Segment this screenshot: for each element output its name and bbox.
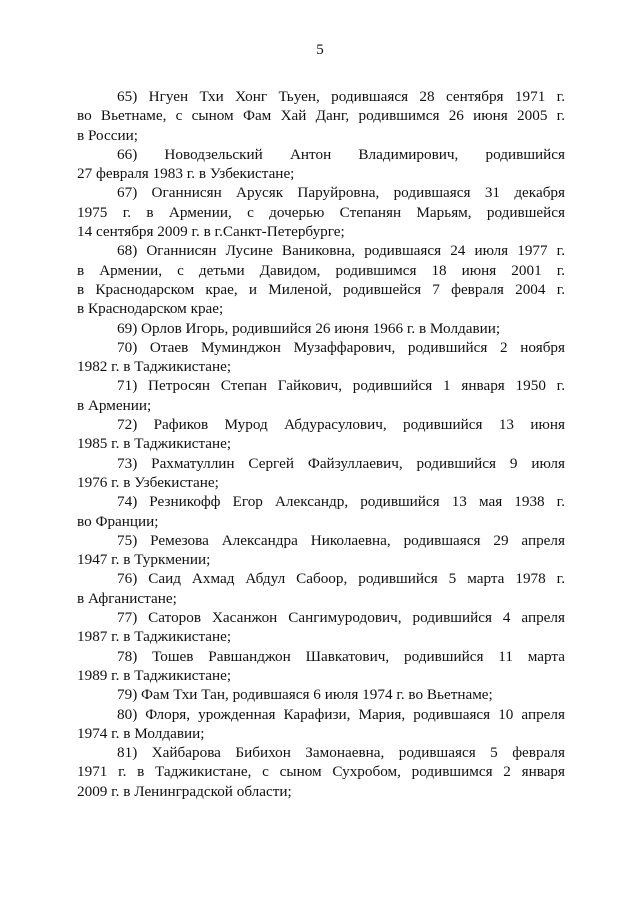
text-line: 66) Новодзельский Антон Владимирович, родившийся <box>117 145 565 163</box>
text-line: 72) Рафиков Мурод Абдурасулович, родившийся 13 июня <box>117 416 565 434</box>
page-number: 5 <box>316 42 324 58</box>
text-line: 67) Оганнисян Арусяк Паруйровна, родившаяся 31 декабря <box>117 184 565 202</box>
text-line: 73) Рахматуллин Сергей Файзуллаевич, родившийся 9 июля <box>117 454 565 472</box>
text-line: 1976 г. в Узбекистане; <box>77 473 219 491</box>
text-line: 1982 г. в Таджикистане; <box>77 358 232 376</box>
text-line: в России; <box>77 126 138 144</box>
text-line: 80) Флоря, урожденная Карафизи, Мария, родившаяся 10 апреля <box>117 705 565 723</box>
text-line: 79) Фам Тхи Тан, родившаяся 6 июля 1974 г. во Вьетнаме; <box>117 686 493 704</box>
text-line: 1975 г. в Армении, с дочерью Степанян Марьям, родившейся <box>77 203 565 221</box>
text-line: 1974 г. в Молдавии; <box>77 724 205 742</box>
text-line: в Армении; <box>77 396 152 414</box>
text-line: в Краснодарском крае, и Миленой, родившейся 7 февраля 2004 г. <box>77 280 565 298</box>
text-line: во Франции; <box>77 512 159 530</box>
text-line: во Вьетнаме, с сыном Фам Хай Данг, родившимся 26 июня 2005 г. <box>77 107 565 125</box>
text-line: 69) Орлов Игорь, родившийся 26 июня 1966 г. в Молдавии; <box>117 319 501 337</box>
text-line: 81) Хайбарова Бибихон Замонаевна, родившаяся 5 февраля <box>117 744 565 762</box>
text-line: 75) Ремезова Александра Николаевна, родившаяся 29 апреля <box>117 531 565 549</box>
text-line: 27 февраля 1983 г. в Узбекистане; <box>77 165 295 183</box>
text-line: 68) Оганнисян Лусине Ваниковна, родившаяся 24 июля 1977 г. <box>117 242 565 260</box>
text-line: 65) Нгуен Тхи Хонг Тьуен, родившаяся 28 сентября 1971 г. <box>117 88 565 105</box>
text-line: 1947 г. в Туркмении; <box>77 551 211 569</box>
text-line: 1985 г. в Таджикистане; <box>77 435 232 453</box>
text-line: 71) Петросян Степан Гайкович, родившийся 1 января 1950 г. <box>117 377 565 395</box>
text-line: 2009 г. в Ленинградской области; <box>77 782 292 800</box>
text-line: 77) Саторов Хасанжон Сангимуродович, родившийся 4 апреля <box>117 609 565 627</box>
text-line: 70) Отаев Муминджон Музаффарович, родившийся 2 ноября <box>117 338 565 356</box>
text-line: в Афганистане; <box>77 589 177 607</box>
text-line: в Краснодарском крае; <box>77 300 224 318</box>
text-line: 1989 г. в Таджикистане; <box>77 666 232 684</box>
text-line: 74) Резникофф Егор Александр, родившийся 13 мая 1938 г. <box>117 493 565 511</box>
text-line: 1987 г. в Таджикистане; <box>77 628 232 646</box>
text-line: 76) Саид Ахмад Абдул Сабоор, родившийся 5 марта 1978 г. <box>117 570 565 588</box>
text-line: в Армении, с детьми Давидом, родившимся 18 июня 2001 г. <box>77 261 565 279</box>
document-body <box>77 87 565 801</box>
text-line: 14 сентября 2009 г. в г.Санкт-Петербурге; <box>77 223 345 241</box>
text-line: 1971 г. в Таджикистане, с сыном Сухробом, родившимся 2 января <box>77 763 565 781</box>
text-line: 78) Тошев Равшанджон Шавкатович, родившийся 11 марта <box>117 647 565 665</box>
